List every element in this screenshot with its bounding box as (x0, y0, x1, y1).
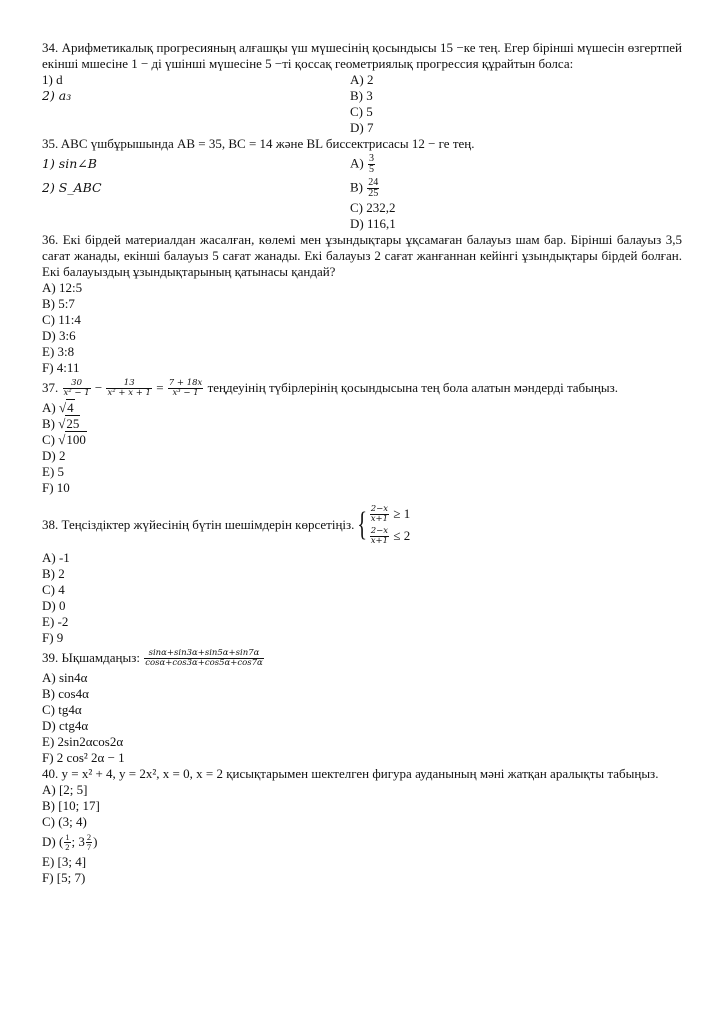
q38-option-a[interactable]: A) -1 (42, 550, 70, 565)
q37-b-prefix: B) (42, 416, 55, 431)
q35-item-2: 2) S_ABC (42, 180, 102, 195)
question-34-text: 34. Арифметикалық прогресияның алғашқы үш мүшесінің қосындысы 15 −ке тең. Егер бірінші мүшесін өзгертпей екінші мшесіне 1 − ді үшінші мүшесіне 5 −ті қоссақ геометриялық прогрессия құрайтын болса: (42, 40, 682, 71)
test-page (42, 40, 682, 886)
q40-option-c[interactable]: C) (3; 4) (42, 814, 87, 829)
q40-option-e[interactable]: E) [3; 4] (42, 854, 87, 869)
q35-option-c[interactable]: C) 232,2 (350, 200, 396, 215)
q38-option-c[interactable]: C) 4 (42, 582, 65, 597)
q37-fraction-2 (106, 379, 151, 398)
q37-f3-den: x³ − 1 (172, 387, 199, 398)
q37-option-c[interactable] (42, 432, 682, 448)
q40-d-d2: 7 (86, 841, 92, 852)
question-39 (42, 646, 682, 766)
q39-option-c (42, 702, 682, 718)
q37-f2-den: x² + x + 1 (107, 387, 151, 398)
q37-f3-num: 7 + 18x (168, 377, 203, 388)
question-40 (42, 766, 682, 886)
q35-a-num: 3 (368, 152, 374, 164)
q37-option-b[interactable] (42, 416, 682, 432)
q36-option-a[interactable]: A) 12:5 (42, 280, 83, 295)
question-40-text: 40. y = x² + 4, y = 2x², x = 0, x = 2 қисықтарымен шектелген фигура ауданының мәні жатқан аралықты табыңыз. (42, 766, 659, 781)
q38-option-e[interactable]: E) -2 (42, 614, 69, 629)
q35-a-den: 5 (368, 163, 374, 175)
q37-a-prefix: A) (42, 400, 56, 415)
q36-option-e[interactable]: E) 3:8 (42, 344, 75, 359)
q34-option-a[interactable]: A) 2 (350, 72, 374, 87)
q35-option-d[interactable]: D) 116,1 (350, 216, 396, 231)
q40-d-mid: ; 3 (71, 834, 85, 849)
q40-d-n1: 1 (65, 831, 70, 842)
q36-option-d[interactable]: D) 3:6 (42, 328, 76, 343)
q34-option-b[interactable]: B) 3 (350, 88, 373, 103)
q35-item-1: 1) sin∠B (42, 156, 97, 171)
question-36 (42, 232, 682, 376)
q36-option-b[interactable]: B) 5:7 (42, 296, 75, 311)
question-38-text: 38. Теңсіздіктер жүйесінің бүтін шешімдерін көрсетіңіз. (42, 517, 355, 532)
q37-option-e[interactable]: E) 5 (42, 464, 65, 479)
q40-d-fraction-2 (86, 833, 92, 852)
q39-option-d-text[interactable]: D) ctg4α (42, 718, 89, 733)
q36-option-f[interactable]: F) 4:11 (42, 360, 80, 375)
q40-d-end: ) (93, 834, 98, 849)
q39-fraction (144, 649, 264, 668)
q39-option-f (42, 750, 682, 766)
q38-e1-den: x+1 (370, 513, 389, 524)
q38-eq1-fraction (370, 505, 389, 524)
q38-e2-den: x+1 (370, 535, 389, 546)
q37-fraction-1 (63, 379, 91, 398)
q39-option-d (42, 718, 682, 734)
q39-option-c-text[interactable]: C) tg4α (42, 702, 82, 717)
question-38 (42, 500, 682, 646)
question-37 (42, 376, 682, 496)
q37-minus: − (94, 380, 103, 395)
question-34 (42, 40, 682, 136)
q39-option-e (42, 734, 682, 750)
left-brace-icon: { (357, 506, 368, 543)
q38-eq2-fraction (370, 527, 389, 546)
q38-e2-rel: ≤ 2 (393, 528, 411, 543)
q39-option-e-text[interactable]: E) 2sin2αcos2α (42, 734, 124, 749)
q35-option-b[interactable] (350, 178, 682, 199)
q35-a-prefix: A) (350, 154, 364, 170)
q37-f2-num: 13 (106, 379, 151, 389)
q39-option-f-text[interactable]: F) 2 cos² 2α − 1 (42, 750, 125, 765)
q38-e2-num: 2−x (370, 525, 389, 536)
q39-option-a-text[interactable]: A) sin4α (42, 670, 88, 685)
q37-option-d[interactable]: D) 2 (42, 448, 66, 463)
question-35 (42, 136, 682, 232)
question-35-text: 35. ABC үшбұрышында AB = 35, BC = 14 және BL биссектрисасы 12 − ге тең. (42, 136, 475, 151)
question-36-text: 36. Екі бірдей материалдан жасалған, көлемі мен ұзындықтары ұқсамаған балауыз шам бар. Бірінші балауыз 3,5 сағат жанады, екінші балауыз 5 сағат жанады. Екі балауыз 2 сағат жанғаннан кейінгі ұзындықтары бірдей болған. Екі балауыздың ұзындықтарының қатынасы қандай? (42, 232, 682, 279)
q35-option-a[interactable] (350, 154, 682, 175)
q38-e1-rel: ≥ 1 (393, 506, 411, 521)
question-37-text (42, 376, 682, 400)
q40-d-prefix: D) ( (42, 834, 64, 849)
q39-option-b-text[interactable]: B) cos4α (42, 686, 89, 701)
q37-number: 37. (42, 380, 59, 395)
q37-option-f[interactable]: F) 10 (42, 480, 70, 495)
q34-item-1: 1) d (42, 72, 63, 87)
q37-option-a[interactable] (42, 400, 682, 416)
q40-d-fraction-1 (64, 833, 70, 852)
q37-c-prefix: C) (42, 432, 55, 447)
q40-option-d[interactable] (42, 830, 682, 854)
q38-option-d[interactable]: D) 0 (42, 598, 66, 613)
q37-b-rad: 25 (66, 416, 80, 431)
q37-a-rad: 4 (67, 400, 74, 415)
q35-b-den: 25 (368, 187, 379, 199)
q35-b-fraction (367, 178, 379, 199)
q34-item-2: 2) a₃ (42, 88, 72, 103)
q40-d-n2: 2 (86, 831, 92, 842)
q35-a-fraction (368, 154, 375, 175)
q38-option-f[interactable]: F) 9 (42, 630, 64, 645)
q39-option-a (42, 670, 682, 686)
q40-option-b[interactable]: B) [10; 17] (42, 798, 100, 813)
q34-option-d[interactable]: D) 7 (350, 120, 374, 135)
q38-inequality-system (354, 503, 410, 547)
q37-c-sqrt: √100 (58, 432, 86, 447)
q38-e1-num: 2−x (370, 503, 389, 514)
question-39-text: 39. Ықшамдаңыз: (42, 650, 140, 665)
q35-b-num: 24 (368, 176, 379, 188)
q39-num: sinα+sin3α+sin5α+sin7α (144, 649, 264, 659)
q40-option-f[interactable]: F) [5; 7) (42, 870, 86, 885)
q35-b-prefix: B) (350, 178, 363, 194)
q39-den: cosα+cos3α+cos5α+cos7α (145, 657, 263, 668)
q37-tail: теңдеуінің түбірлерінің қосындысына тең бола алатын мәндерді табыңыз. (207, 380, 618, 395)
q34-option-c[interactable]: C) 5 (350, 104, 373, 119)
q36-option-c[interactable]: C) 11:4 (42, 312, 81, 327)
q37-f1-num: 30 (63, 379, 91, 389)
q37-f1-den: x² − 1 (63, 387, 90, 398)
q38-option-b[interactable]: B) 2 (42, 566, 65, 581)
q40-d-d1: 2 (65, 841, 70, 852)
q37-a-sqrt: √4 (58, 400, 74, 415)
q37-fraction-3 (168, 379, 204, 398)
q39-option-b (42, 686, 682, 702)
q40-option-a[interactable]: A) [2; 5] (42, 782, 88, 797)
q37-equals: = (156, 380, 164, 395)
q37-c-rad: 100 (66, 432, 86, 447)
q37-b-sqrt: √25 (58, 416, 80, 431)
